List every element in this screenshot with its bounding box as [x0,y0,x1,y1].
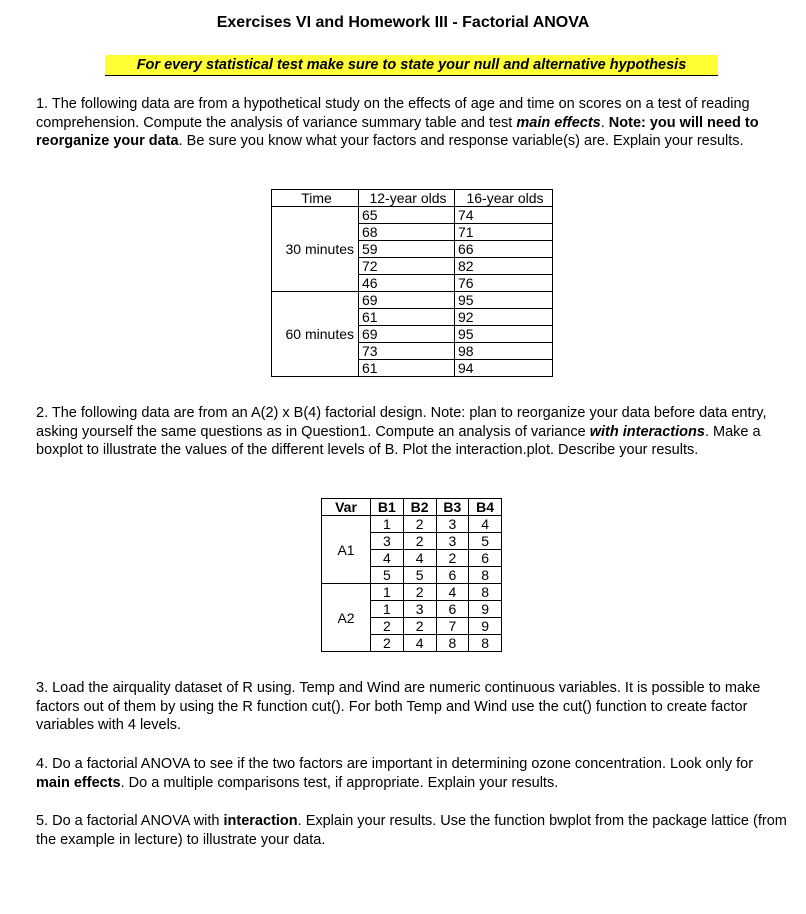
cell: 73 [359,343,455,360]
group-label-30: 30 minutes [272,241,359,258]
cell: 5 [469,533,502,550]
table-row [272,326,553,343]
header-b1: B1 [371,499,404,516]
cell: 92 [455,309,553,326]
q4-text: 4. Do a factorial ANOVA to see if the two factors are important in determining ozone concentration. Look only for [36,756,754,772]
table-row [272,292,553,309]
q1-text-2: . [600,114,609,131]
cell: 65 [359,207,455,224]
cell: 4 [469,516,502,533]
cell: 69 [359,292,455,309]
cell: 2 [371,635,404,652]
cell: 8 [436,635,469,652]
q1-text-3: . Be sure you know what your factors and response variable(s) are. Explain your results. [178,133,744,149]
page-title: Exercises VI and Homework III - Factorial ANOVA [216,14,590,31]
header-16-year: 16-year olds [455,190,553,207]
table-row [272,241,553,258]
header-b2: B2 [403,499,436,516]
cell: 4 [371,550,404,567]
cell: 6 [436,601,469,618]
q1-emphasis: main effects [516,114,601,131]
cell: 7 [436,618,469,635]
header-b4: B4 [469,499,502,516]
cell: 2 [403,516,436,533]
cell: 5 [403,567,436,584]
cell: 3 [403,601,436,618]
cell: 4 [403,550,436,567]
cell: 2 [403,618,436,635]
cell: 1 [371,601,404,618]
cell: 95 [455,326,553,343]
cell: 76 [455,275,553,292]
table-header-row [322,499,502,516]
cell: 3 [371,533,404,550]
q5-emphasis: interaction [223,813,298,829]
cell: 8 [469,584,502,601]
cell: 9 [469,618,502,635]
q2-text: 2. The following data are from an A(2) x B(4) factorial design. Note: plan to reorganize your data before data entry, asking yourself the same questions as in Question1. Compute an analysis of variance [36,405,767,440]
question-3: 3. Load the airquality dataset of R using. Temp and Wind are numeric continuous variables. It is possible to make factors out of them by using the R function cut(). For both Temp and Wind use the cut() function to create factor variables with 4 levels. [36,680,761,733]
cell: 46 [359,275,455,292]
table-row [272,224,553,241]
cell: 4 [436,584,469,601]
header-var: Var [322,499,371,516]
q4-emphasis: main effects [36,774,121,791]
hypothesis-banner: For every statistical test make sure to state your null and alternative hypothesis [105,55,718,76]
q5-text: 5. Do a factorial ANOVA with [36,813,224,829]
table-row [272,360,553,377]
group-label-a1: A1 [322,516,371,584]
cell: 6 [436,567,469,584]
q1-text: 1. The following data are from a hypothetical study on the effects of age and time on scores on a test of reading comprehension. Compute the analysis of variance summary table and test [36,96,750,131]
cell: 6 [469,550,502,567]
cell: 68 [359,224,455,241]
cell: 74 [455,207,553,224]
cell: 2 [403,584,436,601]
q2-text-2: . Make a boxplot to illustrate the values of the different levels of B. Plot the interaction.plot. Describe your results. [36,423,761,458]
cell: 95 [455,292,553,309]
cell: 3 [436,533,469,550]
cell: 9 [469,601,502,618]
table-header-row [272,190,553,207]
cell: 8 [469,635,502,652]
cell: 4 [403,635,436,652]
cell: 1 [371,516,404,533]
table-row [272,309,553,326]
q1-note: Note: you will need to reorganize your data [36,114,759,149]
question-4 [36,755,790,792]
header-b3: B3 [436,499,469,516]
cell: 69 [359,326,455,343]
cell: 61 [359,309,455,326]
table-row [272,207,553,224]
cell: 59 [359,241,455,258]
cell: 1 [371,584,404,601]
cell: 2 [371,618,404,635]
cell: 82 [455,258,553,275]
cell: 2 [403,533,436,550]
header-12-year: 12-year olds [359,190,455,207]
reading-scores-table [271,189,553,377]
cell: 8 [469,567,502,584]
question-5 [36,812,790,849]
q2-emphasis: with interactions [589,423,705,440]
question-2 [36,404,790,460]
cell: 72 [359,258,455,275]
table-row [272,258,553,275]
cell: 71 [455,224,553,241]
group-label-60: 60 minutes [272,326,359,343]
cell: 66 [455,241,553,258]
header-time: Time [272,190,359,207]
question-1 [36,95,790,151]
table-row [322,516,502,533]
cell: 2 [436,550,469,567]
factorial-design-table [321,498,502,652]
group-label-a2: A2 [322,584,371,652]
cell: 61 [359,360,455,377]
table-row [272,343,553,360]
cell: 5 [371,567,404,584]
cell: 3 [436,516,469,533]
q5-text-2: . Explain your results. Use the function bwplot from the package lattice (from the example in lecture) to illustrate your data. [36,813,787,848]
table-row [272,275,553,292]
q4-text-2: . Do a multiple comparisons test, if appropriate. Explain your results. [120,774,559,791]
cell: 94 [455,360,553,377]
cell: 98 [455,343,553,360]
table-row [322,584,502,601]
